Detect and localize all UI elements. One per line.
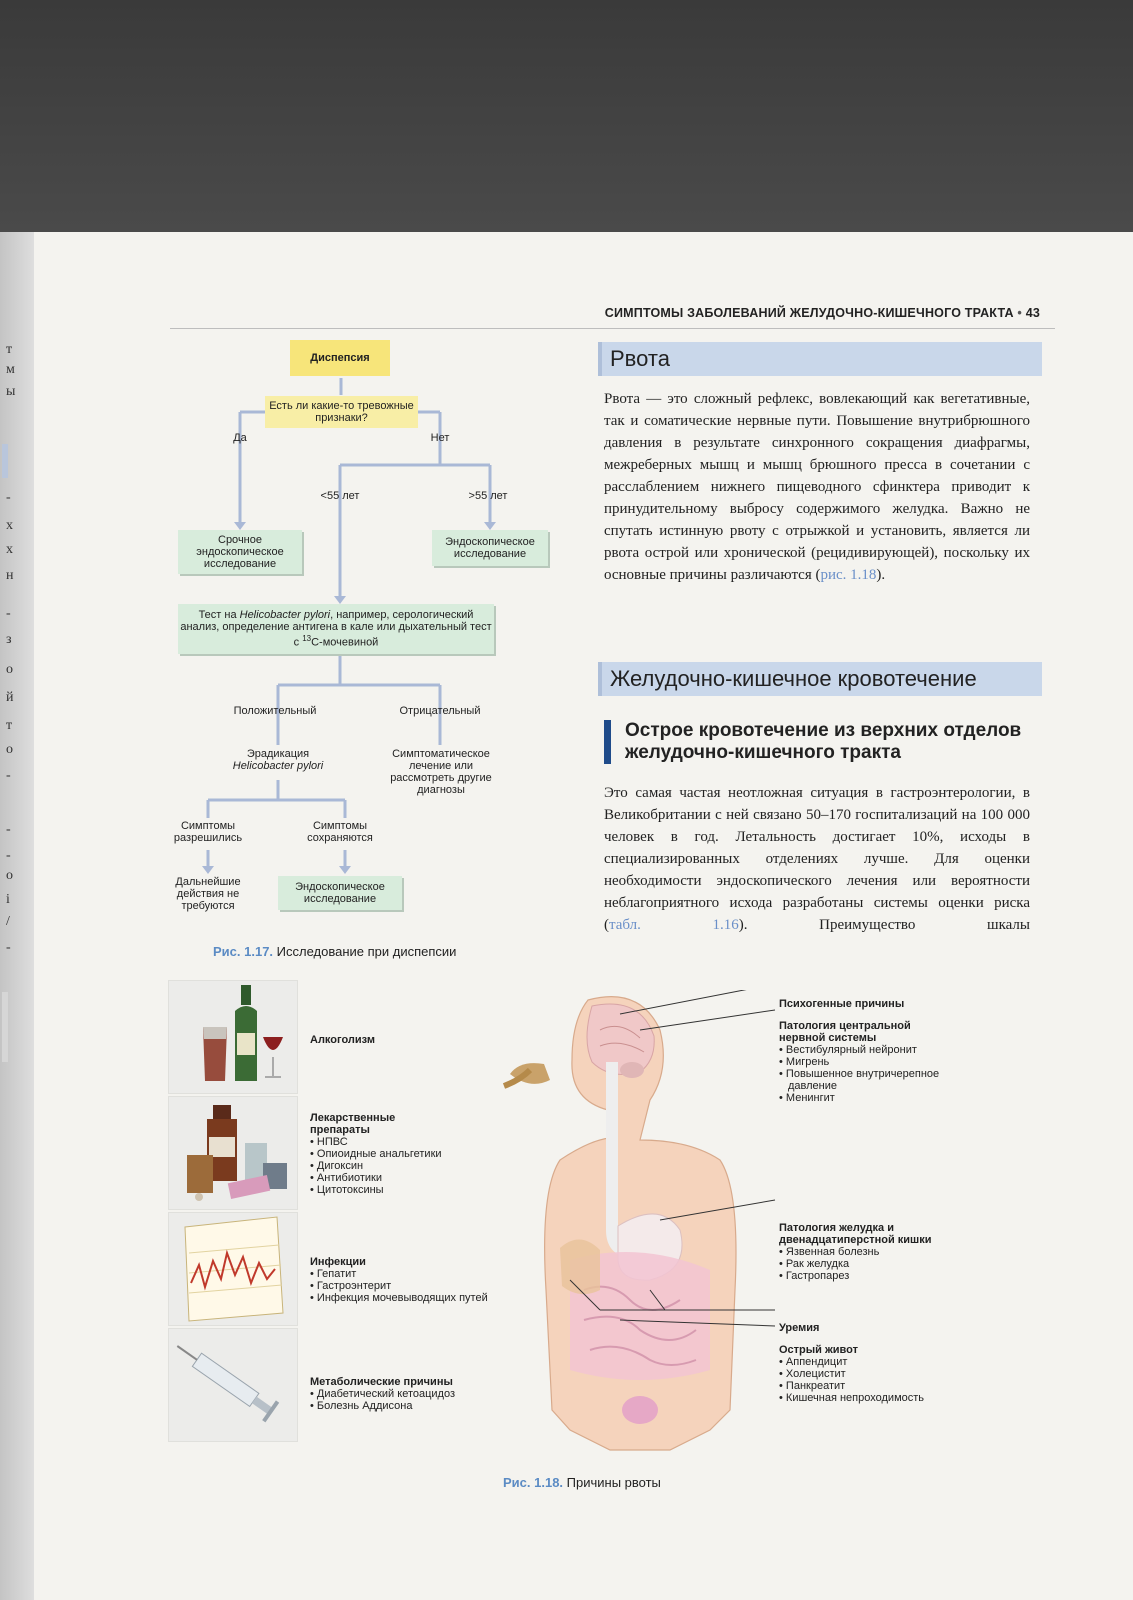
fig118-text: Причины рвоты	[563, 1475, 661, 1490]
cause-metabolic: Метаболические причины • Диабетический кетоацидоз • Болезнь Аддисона	[310, 1376, 455, 1412]
heading-gi-bleeding: Желудочно-кишечное кровотечение	[598, 662, 1042, 696]
left-page-char: х	[6, 542, 13, 557]
flow-urgent-endoscopy-box: Срочное эндоскопическое исследование	[178, 530, 302, 574]
left-page-char: -	[6, 940, 11, 955]
syringe-icon	[169, 1329, 297, 1441]
infection-chart-image	[168, 1212, 298, 1326]
temperature-chart-icon	[169, 1213, 297, 1325]
left-page-char: -	[6, 768, 11, 783]
left-page-char: /	[6, 914, 10, 929]
left-page-char: -	[6, 848, 11, 863]
flow-hp-test-text: Тест на Helicobacter pylori, например, серологический анализ, определение антигена в кале или дыхательный тест с $^{13}$С-мочевиной	[180, 609, 492, 649]
flow-negative-label: Отрицательный	[399, 705, 481, 717]
left-page-char: і	[6, 892, 10, 907]
running-header-title: СИМПТОМЫ ЗАБОЛЕВАНИЙ ЖЕЛУДОЧНО-КИШЕЧНОГО ТРАКТА	[604, 306, 1014, 320]
cause-infections: Инфекции • Гепатит • Гастроэнтерит • Инфекция мочевыводящих путей	[310, 1256, 488, 1304]
flow-persist-label: Симптомы сохраняются	[307, 820, 373, 844]
left-page-char: -	[6, 606, 11, 621]
left-page-char: ы	[6, 384, 16, 399]
ref-fig118[interactable]: рис. 1.18	[820, 567, 877, 583]
left-page-char: й	[6, 690, 14, 705]
cause-cns: Патология центральной нервной системы • Вестибулярный нейронит • Мигрень • Повышенное внутричерепное давление • Менингит	[779, 1020, 940, 1104]
left-page-char: т	[6, 718, 13, 733]
cause-drugs: Лекарственные препараты • НПВС • Опиоидные анальгетики • Дигоксин • Антибиотики • Цитотоксины	[310, 1112, 442, 1196]
flow-under55-label: <55 лет	[320, 490, 360, 502]
flow-no-action-label: Дальнейшие действия не требуются	[175, 876, 241, 912]
fig118-label: Рис. 1.18.	[503, 1475, 564, 1490]
medicine-bottles-icon	[169, 1097, 297, 1209]
flow-no-label: Нет	[430, 432, 450, 444]
cause-stomach-duodenum: Патология желудка и двенадцатиперстной кишки • Язвенная болезнь • Рак желудка • Гастропарез	[779, 1222, 932, 1282]
ref-table116[interactable]: табл. 1.16	[609, 917, 739, 933]
left-page-char: о	[6, 742, 13, 757]
flow-dyspepsia-box: Диспепсия	[290, 340, 390, 376]
flow-over55-label: >55 лет	[468, 490, 508, 502]
fig118-caption	[503, 1475, 661, 1490]
left-page-char: н	[6, 568, 14, 583]
flow-eradication-label: Эрадикация Helicobacter pylori	[232, 748, 324, 772]
flow-endoscopy-box-1: Эндоскопическое исследование	[432, 530, 548, 566]
flow-positive-label: Положительный	[233, 705, 317, 717]
alcohol-image	[168, 980, 298, 1094]
wine-bottle-glass-icon	[169, 981, 297, 1093]
flow-resolved-label: Симптомы разрешились	[173, 820, 243, 844]
fig117-label: Рис. 1.17.	[213, 944, 274, 959]
page-number: 43	[1025, 306, 1040, 320]
drugs-image	[168, 1096, 298, 1210]
fig117-text: Исследование при диспепсии	[273, 944, 457, 959]
flow-endoscopy-box-2: Эндоскопическое исследование	[278, 876, 402, 910]
cause-acute-abdomen: Острый живот • Аппендицит • Холецистит • Панкреатит • Кишечная непроходимость	[779, 1344, 925, 1404]
heading-vomiting: Рвота	[598, 342, 1042, 376]
cause-psychogenic: Психогенные причины	[779, 998, 905, 1010]
flow-yes-label: Да	[233, 432, 247, 444]
paragraph-vomiting: Рвота — это сложный рефлекс, вовлекающий как вегетативные, так и соматические нервные пути. Повышение внутрибрюшного давления в результате синхронного сокращения диафрагмы, межреберных мышц и мышц брюшного пресса в сочетании с расслаблением нижнего пищеводного сфинктера приводит к принудительному выбросу содержимого желудка. Важно не спутать истинную рвоту с отрыжкой и установить, является ли рвота острой или хронической (рецидивирующей), поскольку их основные причины различаются (рис. 1.18).	[604, 391, 1030, 583]
left-page-char: х	[6, 518, 13, 533]
left-page-char: о	[6, 868, 13, 883]
flow-symptomatic-label: Симптоматическое лечение или рассмотреть другие диагнозы	[390, 748, 492, 796]
left-page-char: т	[6, 342, 13, 357]
fig117-caption	[213, 944, 456, 959]
left-page-char: -	[6, 490, 11, 505]
header-bullet: •	[1017, 306, 1022, 320]
subheading-upper-gi-bleeding: Острое кровотечение из верхних отделов желудочно-кишечного тракта	[604, 720, 1035, 764]
left-page-char: -	[6, 822, 11, 837]
left-page-char: о	[6, 662, 13, 677]
paragraph-bleeding: Это самая частая неотложная ситуация в гастроэнтерологии, в Великобритании с ней связано 50–170 госпитализаций на 100 000 человек в год. Летальность достигает 10%, исходы в специализированных отделениях лучше. Для оценки необходимости эндоскопического лечения или вероятности неблагоприятного исхода разработаны системы оценки риска (табл. 1.16). Преимущество шкалы	[604, 785, 1030, 933]
metabolic-image	[168, 1328, 298, 1442]
left-page-char: з	[6, 632, 12, 647]
cause-alcohol: Алкоголизм	[310, 1034, 375, 1046]
left-page-char: м	[6, 362, 15, 377]
flow-hp-test-box	[178, 604, 494, 654]
flow-alarm-question-box: Есть ли какие-то тревожные признаки?	[265, 396, 418, 428]
cause-uremia: Уремия	[779, 1322, 820, 1334]
human-body-illustration	[500, 990, 800, 1470]
